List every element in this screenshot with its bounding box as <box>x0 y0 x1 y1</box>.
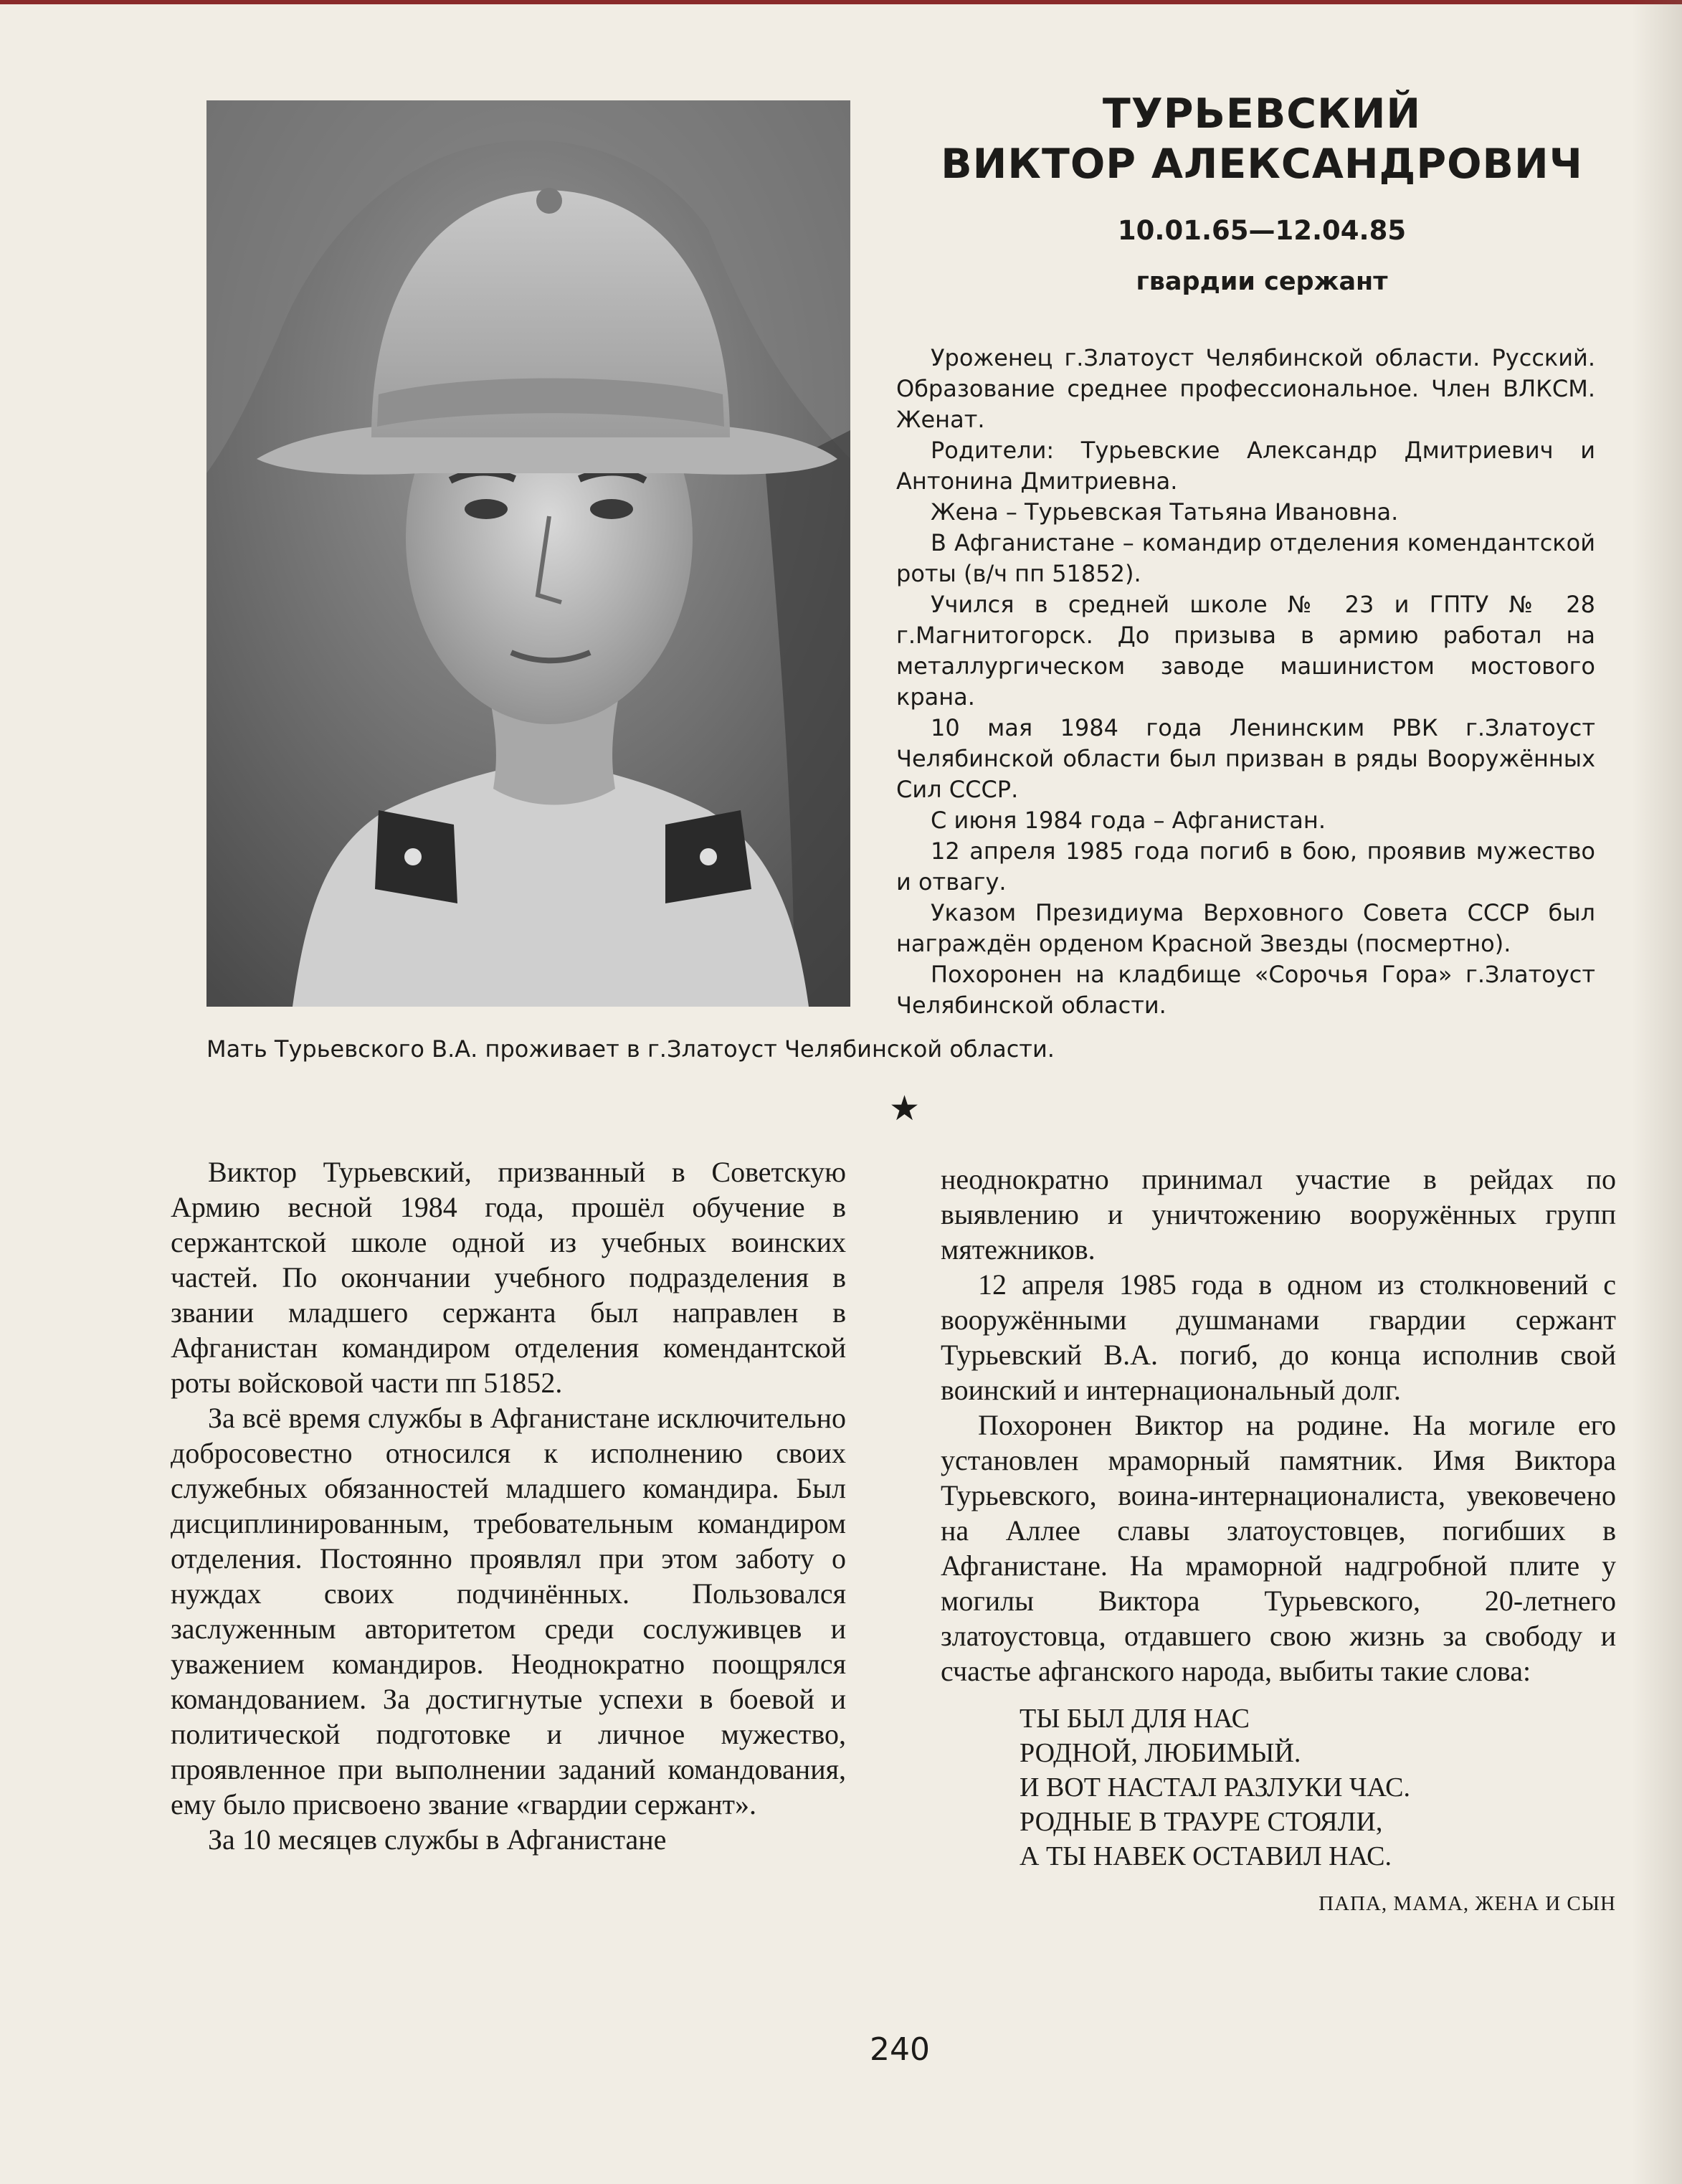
bio-paragraph: Учился в средней школе № 23 и ГПТУ № 28 г.Магнитогорск. До призыва в армию работал на металлургическом заводе машинистом мостового крана. <box>896 591 1595 711</box>
page-number: 240 <box>870 2031 930 2068</box>
poem-line: РОДНОЙ, ЛЮБИМЫЙ. <box>1020 1738 1301 1768</box>
portrait-photo <box>206 100 850 1007</box>
star-separator: ★ <box>889 1088 921 1129</box>
bio-paragraph: Уроженец г.Златоуст Челябинской области. Русский. Образование среднее профессиональное. Член ВЛКСМ. Женат. <box>896 344 1595 433</box>
narrative-right-column <box>941 1162 1616 1922</box>
narrative-paragraph: Похоронен Виктор на родине. На могиле его установлен мраморный памятник. Имя Виктора Турьевского, воина-интернационалиста, увековечено на Аллее славы златоустовцев, погибших в Афганистане. На мраморной надгробной плите у могилы Виктора Турьевского, 20-летнего златоустовца, отдавшего свою жизнь за свободу и счастье афганского народа, выбиты такие слова: <box>941 1409 1616 1687</box>
poem-line: И ВОТ НАСТАЛ РАЗЛУКИ ЧАС. <box>1020 1772 1411 1803</box>
bio-paragraph: 10 мая 1984 года Ленинским РВК г.Златоуст Челябинской области был призван в ряды Вооружённых Сил СССР. <box>896 714 1595 803</box>
narrative-continuation: неоднократно принимал участие в рейдах по выявлению и уничтожению вооружённых групп мятежников. <box>941 1163 1616 1266</box>
narrative-paragraph: За всё время службы в Афганистане исключительно добросовестно относился к исполнению своих служебных обязанностей младшего командира. Был дисциплинированным, требовательным командиром отделения. Постоянно проявлял при этом заботу о нуждах своих подчинённых. Пользовался заслуженным авторитетом среди сослуживцев и уважением командиров. Неоднократно поощрялся командованием. За достигнутые успехи в боевой и политической подготовке и личное мужество, проявленное при выполнении заданий командования, ему было присвоено звание «гвардии сержант». <box>171 1402 846 1820</box>
narrative-paragraph: За 10 месяцев службы в Афганистане <box>208 1823 667 1856</box>
bio-paragraph: В Афганистане – командир отделения комендантской роты (в/ч пп 51852). <box>896 529 1595 587</box>
epitaph-poem <box>1020 1701 1616 1874</box>
narrative-left-column <box>171 1154 846 1857</box>
biography-block <box>896 343 1595 1021</box>
narrative-paragraph: Виктор Турьевский, призванный в Советскую Армию весной 1984 года, прошёл обучение в сержантской школе одной из учебных воинских частей. По окончании учебного подразделения в звании младшего сержанта был направлен в Афганистан командиром отделения комендантской роты войсковой части пп 51852. <box>171 1156 846 1399</box>
bio-paragraph: С июня 1984 года – Афганистан. <box>931 807 1326 834</box>
bio-paragraph: Указом Президиума Верховного Совета СССР был награждён орденом Красной Звезды (посмертно). <box>896 899 1595 957</box>
mother-note: Мать Турьевского В.А. проживает в г.Златоуст Челябинской области. <box>206 1035 1055 1063</box>
name-heading: ВИКТОР АЛЕКСАНДРОВИЧ <box>941 141 1583 188</box>
poem-line: ТЫ БЫЛ ДЛЯ НАС <box>1020 1704 1250 1734</box>
header-block <box>903 89 1620 296</box>
bio-paragraph: Жена – Турьевская Татьяна Ивановна. <box>931 498 1399 526</box>
military-rank: гвардии сержант <box>1136 267 1388 296</box>
portrait-image <box>206 100 850 1007</box>
narrative-paragraph: 12 апреля 1985 года в одном из столкновений с вооружёнными душманами гвардии сержант Турьевский В.А. погиб, до конца исполнив свой воинский и интернациональный долг. <box>941 1268 1616 1406</box>
poem-line: А ТЫ НАВЕК ОСТАВИЛ НАС. <box>1020 1841 1392 1871</box>
bio-paragraph: Родители: Турьевские Александр Дмитриевич и Антонина Дмитриевна. <box>896 437 1595 495</box>
page-fold-shadow <box>1632 0 1682 2184</box>
surname-heading: ТУРЬЕВСКИЙ <box>1102 90 1422 138</box>
life-dates: 10.01.65—12.04.85 <box>1117 215 1407 246</box>
page-top-edge <box>0 0 1682 4</box>
epitaph-signature: ПАПА, МАМА, ЖЕНА И СЫН <box>1318 1892 1616 1915</box>
bio-paragraph: 12 апреля 1985 года погиб в бою, проявив мужество и отвагу. <box>896 837 1595 896</box>
bio-paragraph: Похоронен на кладбище «Сорочья Гора» г.Златоуст Челябинской области. <box>896 961 1595 1019</box>
poem-line: РОДНЫЕ В ТРАУРЕ СТОЯЛИ, <box>1020 1807 1383 1837</box>
